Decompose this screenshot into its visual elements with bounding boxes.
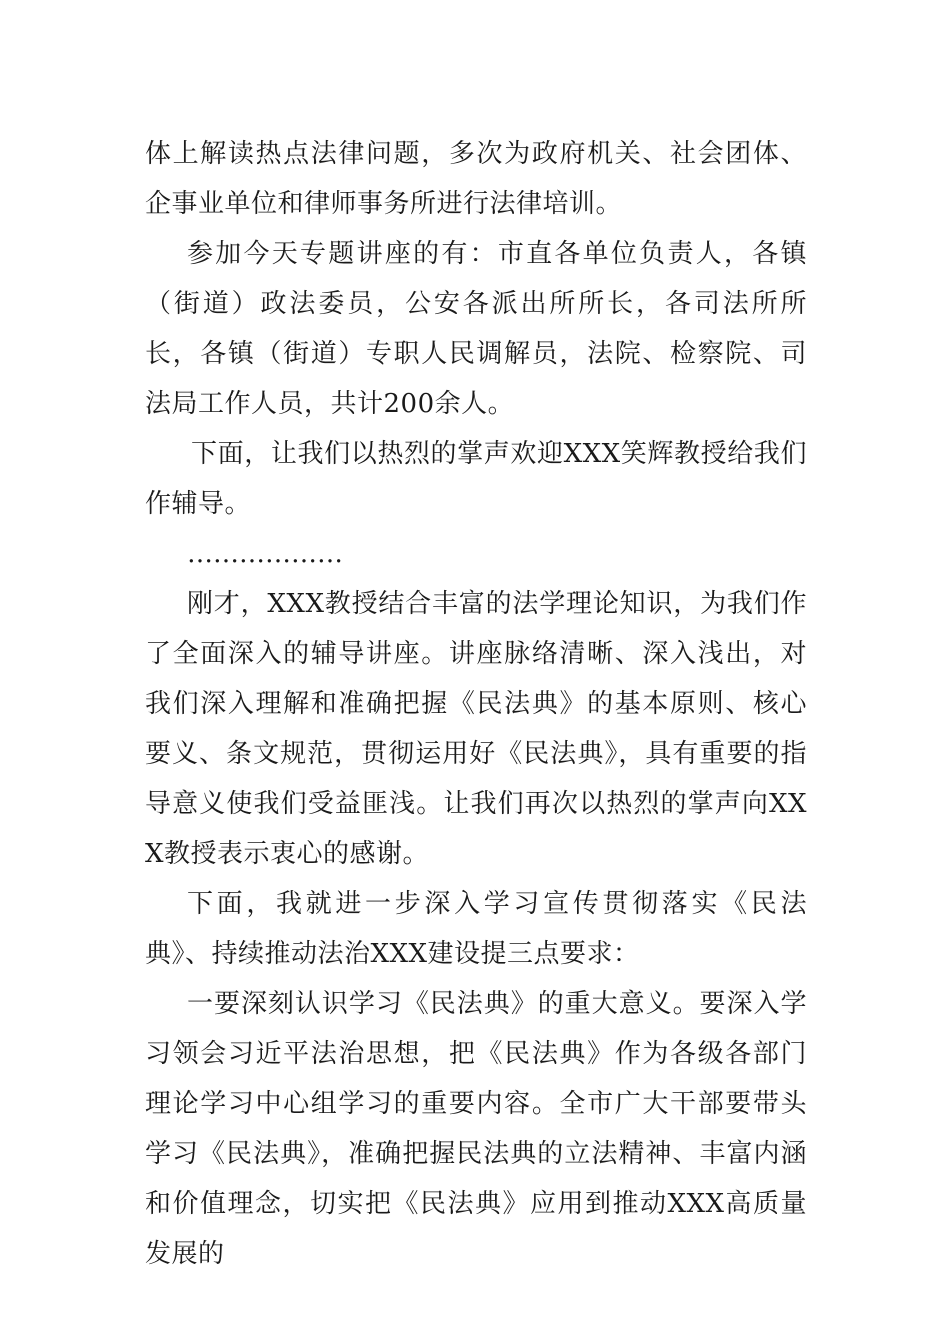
paragraph-thanks-speaker: 刚才，XXX教授结合丰富的法学理论知识，为我们作了全面深入的辅导讲座。讲座脉络清晰、深入浅出，对我们深入理解和准确把握《民法典》的基本原则、核心要义、条文规范，贯彻运用好《民法典》，具有重要的指导意义使我们受益匪浅。让我们再次以热烈的掌声向XXX教授表示衷心的感谢。 [145, 589, 807, 869]
paragraph-ellipsis: ……………… [187, 539, 343, 569]
paragraph-requirement-one: 一要深刻认识学习《民法典》的重大意义。要深入学习领会习近平法治思想，把《民法典》作为各级各部门理论学习中心组学习的重要内容。全市广大干部要带头学习《民法典》，准确把握民法典的立法精神、丰富内涵和价值理念，切实把《民法典》应用到推动XXX高质量发展的 [145, 989, 807, 1269]
paragraph-attendees: 参加今天专题讲座的有：市直各单位负责人，各镇（街道）政法委员，公安各派出所所长，各司法所所长，各镇（街道）专职人民调解员，法院、检察院、司法局工作人员，共计200余人。 [145, 239, 807, 419]
document-body [145, 129, 807, 1279]
paragraph-requirements-intro: 下面，我就进一步深入学习宣传贯彻落实《民法典》、持续推动法治XXX建设提三点要求： [145, 889, 807, 969]
paragraph-continued-intro: 体上解读热点法律问题，多次为政府机关、社会团体、企事业单位和律师事务所进行法律培训。 [145, 139, 807, 219]
paragraph-welcome-speaker: 下面，让我们以热烈的掌声欢迎XXX笑辉教授给我们作辅导。 [145, 439, 807, 519]
